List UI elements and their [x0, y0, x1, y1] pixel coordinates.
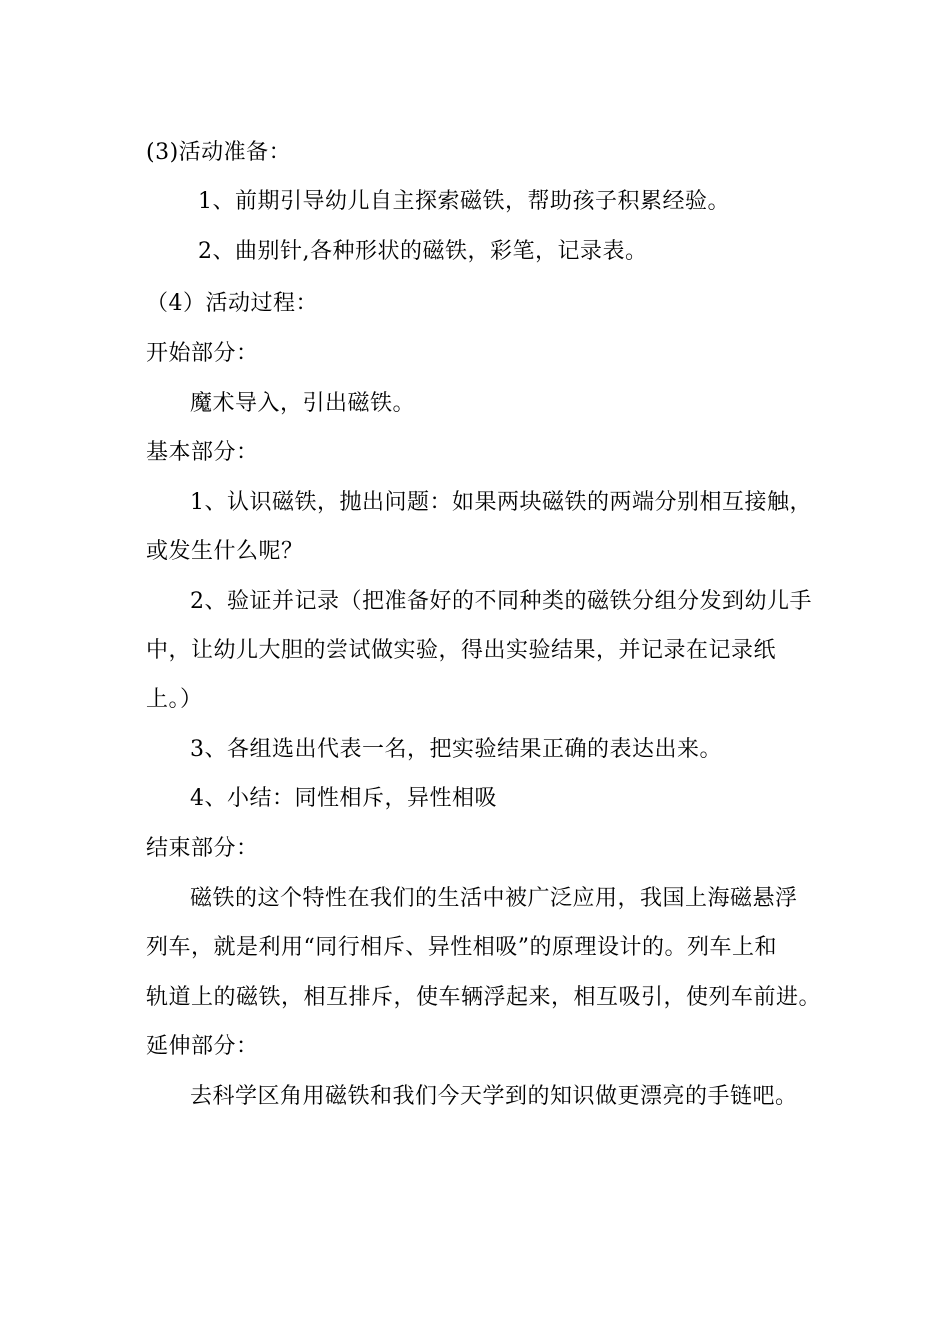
basic-step-1-line-1: 1、认识磁铁，抛出问题：如果两块磁铁的两端分别相互接触，: [190, 490, 812, 515]
opening-paragraph: 魔术导入，引出磁铁。: [190, 391, 416, 416]
ending-paragraph-line-2: 列车，就是利用“同行相斥、异性相吸”的原理设计的。列车上和: [146, 935, 777, 960]
subheading-ending: 结束部分：: [146, 836, 259, 861]
basic-step-1-line-2: 或发生什么呢？: [146, 539, 304, 564]
extension-paragraph: 去科学区角用磁铁和我们今天学到的知识做更漂亮的手链吧。: [190, 1084, 798, 1109]
basic-step-2-line-3: 上。）: [146, 687, 203, 712]
basic-step-2-line-2: 中，让幼儿大胆的尝试做实验，得出实验结果，并记录在记录纸: [146, 638, 777, 663]
ending-paragraph-line-1: 磁铁的这个特性在我们的生活中被广泛应用，我国上海磁悬浮: [190, 886, 798, 911]
basic-step-4: 4、小结：同性相斥，异性相吸: [190, 786, 497, 811]
preparation-item-1: 1、前期引导幼儿自主探索磁铁，帮助孩子积累经验。: [198, 189, 730, 214]
subheading-opening: 开始部分：: [146, 341, 259, 366]
subheading-extension: 延伸部分：: [146, 1034, 259, 1059]
ending-paragraph-line-3: 轨道上的磁铁，相互排斥，使车辆浮起来，相互吸引，使列车前进。: [146, 985, 822, 1010]
section-heading-activity-process: （4）活动过程：: [146, 291, 318, 316]
section-heading-activity-preparation: (3)活动准备：: [146, 140, 292, 165]
subheading-basic: 基本部分：: [146, 440, 259, 465]
basic-step-2-line-1: 2、验证并记录（把准备好的不同种类的磁铁分组分发到幼儿手: [190, 589, 812, 614]
basic-step-3: 3、各组选出代表一名，把实验结果正确的表达出来。: [190, 737, 722, 762]
preparation-item-2: 2、曲别针,各种形状的磁铁，彩笔，记录表。: [198, 239, 648, 264]
